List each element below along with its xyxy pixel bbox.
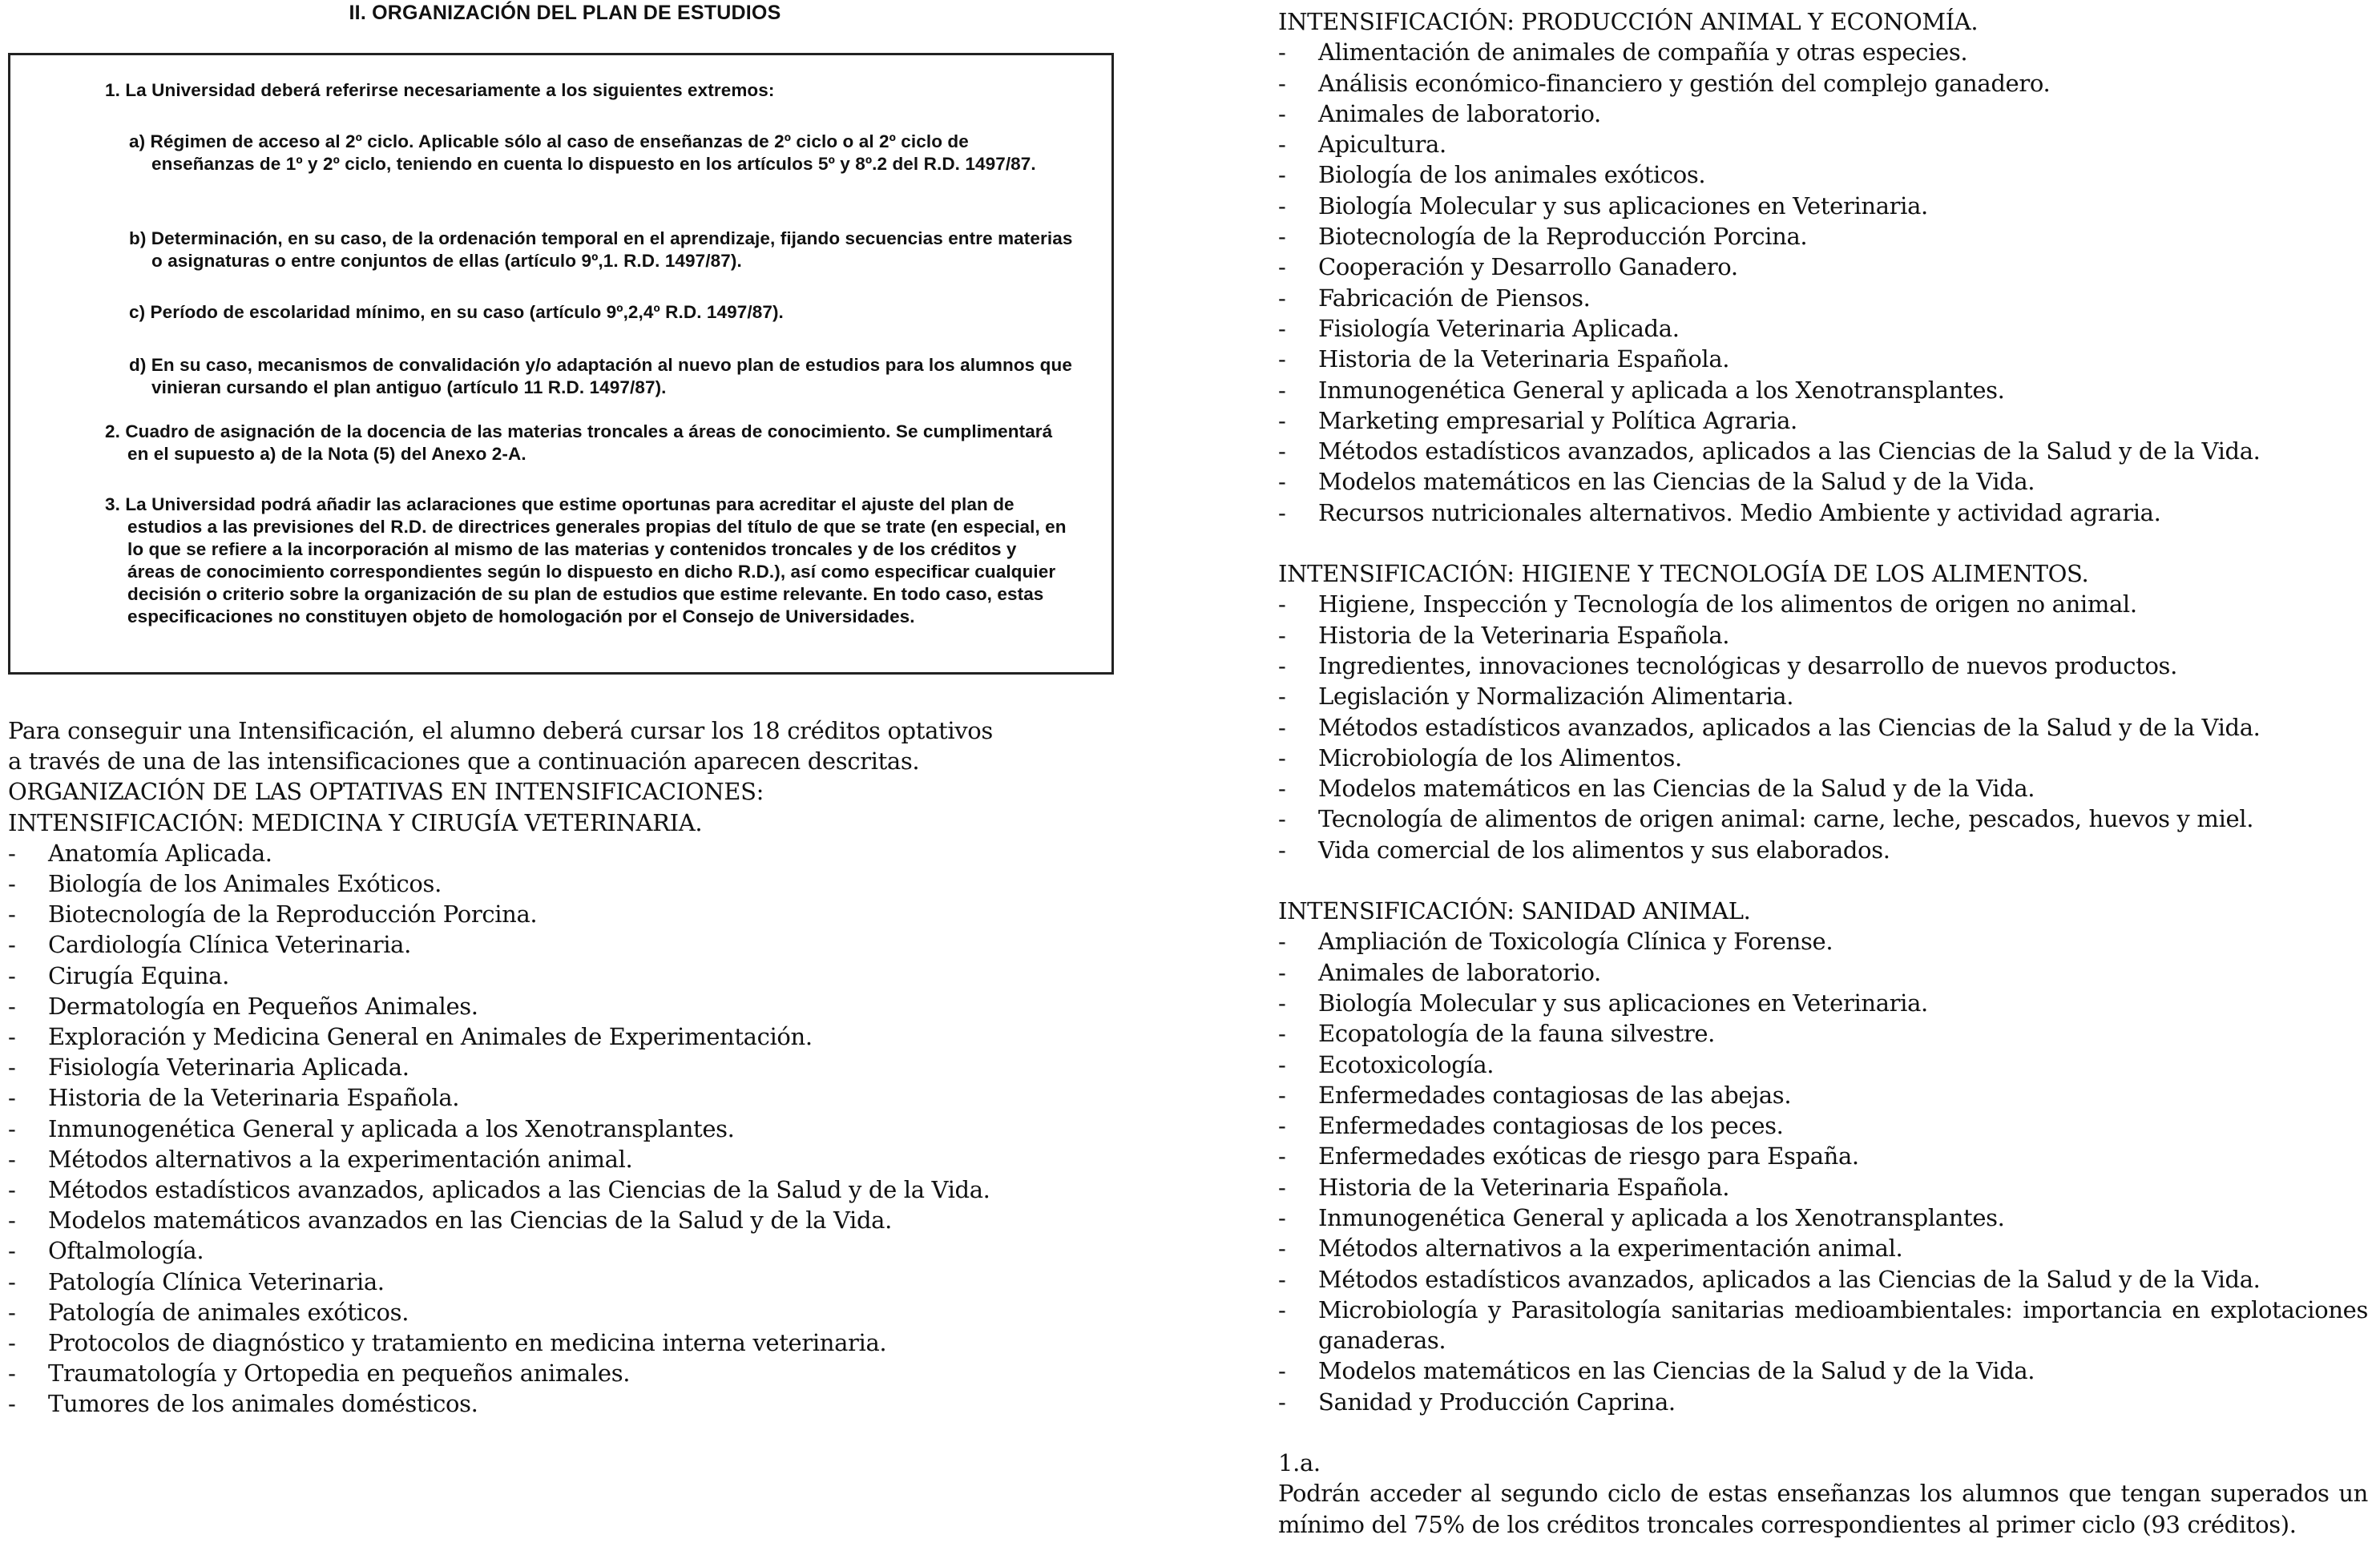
org-heading: ORGANIZACIÓN DE LAS OPTATIVAS EN INTENSIFICACIONES:	[8, 778, 764, 806]
bullet-dash: -	[8, 900, 16, 929]
list-item	[1278, 712, 2368, 743]
list-item-text: Análisis económico-financiero y gestión del complejo ganadero.	[1318, 69, 2051, 97]
list-item-text: Enfermedades contagiosas de los peces.	[1318, 1112, 1784, 1140]
bullet-dash: -	[1278, 1295, 1286, 1323]
list-item-text: Enfermedades exóticas de riesgo para España.	[1318, 1142, 1859, 1170]
bullet-dash: -	[8, 1298, 16, 1326]
list-item-text: Animales de laboratorio.	[1318, 99, 1601, 127]
list-item	[1278, 375, 2368, 405]
bullet-dash: -	[1278, 1081, 1286, 1109]
list-item	[1278, 1202, 2368, 1233]
list-item-text: Alimentación de animales de compañía y otras especies.	[1318, 38, 1968, 66]
bullet-dash: -	[1278, 99, 1286, 127]
spacer	[1278, 528, 2368, 558]
list-item-text: Protocolos de diagnóstico y tratamiento en medicina interna veterinaria.	[48, 1329, 887, 1357]
access-paragraph: Podrán acceder al segundo ciclo de estas enseñanzas los alumnos que tengan superados un mínimo del 75% de los créditos troncales correspondientes al primer ciclo (93 créditos).	[1278, 1480, 2368, 1538]
list-item	[1278, 313, 2368, 344]
bullet-dash: -	[1278, 406, 1286, 434]
list-item-text: Microbiología y Parasitología sanitarias medioambientales: importancia en explotaciones ganaderas.	[1318, 1295, 2368, 1355]
list-item-text: Ecopatología de la fauna silvestre.	[1318, 1020, 1716, 1048]
medicina-list	[8, 838, 1146, 1420]
list-item	[1278, 1356, 2368, 1386]
list-item-text: Higiene, Inspección y Tecnología de los alimentos de origen no animal.	[1318, 590, 2137, 618]
list-item-text: Anatomía Aplicada.	[48, 839, 272, 867]
produccion-list	[1278, 37, 2368, 528]
instruction-1a: a) Régimen de acceso al 2º ciclo. Aplicable sólo al caso de enseñanzas de 2º ciclo o al 2º ciclo de enseñanzas de 1º y 2º ciclo, teniendo en cuenta lo dispuesto en los artículos 5º y 8º.2 del R.D. 1497/87.	[129, 131, 1036, 174]
bullet-dash: -	[1278, 1235, 1286, 1263]
list-item	[8, 991, 1146, 1021]
list-item-text: Cirugía Equina.	[48, 961, 229, 989]
left-column	[8, 0, 1146, 1418]
list-item	[8, 1052, 1146, 1082]
list-item-text: Enfermedades contagiosas de las abejas.	[1318, 1081, 1792, 1109]
list-item-text: Marketing empresarial y Política Agraria.	[1318, 406, 1797, 434]
bullet-dash: -	[1278, 743, 1286, 771]
bullet-dash: -	[1278, 284, 1286, 312]
list-item	[1278, 37, 2368, 67]
intro-line-2: a través de una de las intensificaciones que a continuación aparecen descritas.	[8, 747, 920, 775]
list-item	[8, 868, 1146, 899]
list-item	[1278, 221, 2368, 252]
list-item	[1278, 1049, 2368, 1080]
list-item-text: Ingredientes, innovaciones tecnológicas y desarrollo de nuevos productos.	[1318, 651, 2177, 679]
list-item	[1278, 129, 2368, 159]
bullet-dash: -	[1278, 498, 1286, 526]
list-item	[1278, 743, 2368, 773]
list-item	[1278, 1110, 2368, 1141]
bullet-dash: -	[1278, 38, 1286, 66]
list-item-text: Animales de laboratorio.	[1318, 958, 1601, 986]
list-item	[1278, 620, 2368, 651]
list-item-text: Tecnología de alimentos de origen animal: carne, leche, pescados, huevos y miel.	[1318, 805, 2254, 833]
list-item-text: Métodos alternativos a la experimentación animal.	[48, 1145, 633, 1173]
section-title: II. ORGANIZACIÓN DEL PLAN DE ESTUDIOS	[349, 2, 781, 24]
list-item	[8, 1114, 1146, 1144]
list-item-text: Fisiología Veterinaria Aplicada.	[48, 1053, 409, 1082]
list-item	[8, 1297, 1146, 1327]
list-item	[1278, 498, 2368, 528]
list-item	[1278, 926, 2368, 957]
bullet-dash: -	[8, 1206, 16, 1235]
bullet-dash: -	[1278, 683, 1286, 711]
list-item	[1278, 1172, 2368, 1202]
list-item	[1278, 589, 2368, 619]
list-item	[8, 929, 1146, 960]
list-item-text: Fabricación de Piensos.	[1318, 284, 1591, 312]
bullet-dash: -	[1278, 1203, 1286, 1231]
bullet-dash: -	[8, 1084, 16, 1112]
bullet-dash: -	[1278, 1142, 1286, 1170]
bullet-dash: -	[8, 1053, 16, 1082]
list-item-text: Cooperación y Desarrollo Ganadero.	[1318, 253, 1738, 281]
bullet-dash: -	[8, 931, 16, 959]
bullet-dash: -	[8, 961, 16, 989]
instruction-2: 2. Cuadro de asignación de la docencia de las materias troncales a áreas de conocimiento. Se cumplimentará en el supuesto a) de la Nota (5) del Anexo 2-A.	[105, 421, 1053, 464]
list-item	[8, 1082, 1146, 1113]
list-item	[1278, 68, 2368, 99]
bullet-dash: -	[8, 1360, 16, 1388]
list-item	[1278, 344, 2368, 374]
spacer	[1278, 865, 2368, 896]
bullet-dash: -	[1278, 1020, 1286, 1048]
bullet-dash: -	[8, 992, 16, 1020]
list-item	[1278, 651, 2368, 681]
list-item-text: Tumores de los animales domésticos.	[48, 1390, 478, 1418]
bullet-dash: -	[1278, 1050, 1286, 1078]
list-item	[8, 1144, 1146, 1174]
list-item-text: Biología Molecular y sus aplicaciones en Veterinaria.	[1318, 191, 1928, 220]
list-item	[1278, 1141, 2368, 1171]
list-item-text: Historia de la Veterinaria Española.	[1318, 1173, 1730, 1201]
bullet-dash: -	[8, 1390, 16, 1418]
list-item	[1278, 191, 2368, 221]
bullet-dash: -	[1278, 253, 1286, 281]
list-item	[1278, 252, 2368, 282]
bullet-dash: -	[8, 1145, 16, 1173]
bullet-dash: -	[1278, 191, 1286, 220]
bullet-dash: -	[1278, 161, 1286, 189]
list-item-text: Cardiología Clínica Veterinaria.	[48, 931, 411, 959]
higiene-list	[1278, 589, 2368, 865]
list-item	[8, 1358, 1146, 1388]
list-item	[8, 899, 1146, 929]
list-item-text: Oftalmología.	[48, 1237, 204, 1265]
list-item-text: Historia de la Veterinaria Española.	[1318, 345, 1730, 373]
list-item	[1278, 1387, 2368, 1417]
list-item-text: Microbiología de los Alimentos.	[1318, 743, 1682, 771]
list-item	[8, 1205, 1146, 1235]
instruction-1d: d) En su caso, mecanismos de convalidación y/o adaptación al nuevo plan de estudios para los alumnos que vinieran cursando el plan antiguo (artículo 11 R.D. 1497/87).	[129, 355, 1072, 397]
list-item	[1278, 681, 2368, 711]
list-item-text: Ampliación de Toxicología Clínica y Forense.	[1318, 928, 1833, 956]
intro-line-1: Para conseguir una Intensificación, el alumno deberá cursar los 18 créditos optativos	[8, 717, 993, 744]
list-item-text: Dermatología en Pequeños Animales.	[48, 992, 478, 1020]
list-item	[1278, 988, 2368, 1018]
list-item	[1278, 466, 2368, 497]
bullet-dash: -	[1278, 345, 1286, 373]
bullet-dash: -	[1278, 805, 1286, 833]
list-item	[1278, 835, 2368, 865]
list-item	[8, 961, 1146, 991]
list-item-text: Modelos matemáticos avanzados en las Ciencias de la Salud y de la Vida.	[48, 1206, 892, 1235]
list-item-text: Vida comercial de los alimentos y sus elaborados.	[1318, 836, 1890, 864]
bullet-dash: -	[1278, 590, 1286, 618]
list-item	[8, 1327, 1146, 1358]
list-item-text: Métodos alternativos a la experimentación animal.	[1318, 1235, 1903, 1263]
bullet-dash: -	[1278, 1265, 1286, 1293]
list-item-text: Modelos matemáticos en las Ciencias de la Salud y de la Vida.	[1318, 775, 2035, 803]
list-item-text: Historia de la Veterinaria Española.	[1318, 621, 1730, 649]
bullet-dash: -	[1278, 1357, 1286, 1385]
list-item-text: Métodos estadísticos avanzados, aplicados a las Ciencias de la Salud y de la Vida.	[1318, 437, 2261, 465]
optativas-intro	[8, 715, 1146, 1420]
list-item	[1278, 1080, 2368, 1110]
list-item	[1278, 1264, 2368, 1295]
list-item-text: Biotecnología de la Reproducción Porcina.	[1318, 223, 1808, 251]
list-item-text: Sanidad y Producción Caprina.	[1318, 1388, 1676, 1416]
list-item-text: Biología Molecular y sus aplicaciones en Veterinaria.	[1318, 989, 1928, 1017]
right-column	[1278, 6, 2368, 1540]
list-item	[1278, 1233, 2368, 1263]
produccion-heading: INTENSIFICACIÓN: PRODUCCIÓN ANIMAL Y ECONOMÍA.	[1278, 8, 1979, 35]
list-item-text: Legislación y Normalización Alimentaria.	[1318, 683, 1794, 711]
bullet-dash: -	[1278, 376, 1286, 404]
list-item-text: Patología Clínica Veterinaria.	[48, 1267, 385, 1295]
list-item-text: Exploración y Medicina General en Animales de Experimentación.	[48, 1023, 813, 1051]
list-item-text: Apicultura.	[1318, 131, 1446, 159]
instruction-1b: b) Determinación, en su caso, de la ordenación temporal en el aprendizaje, fijando secuencias entre materias o asignaturas o entre conjuntos de ellas (artículo 9º,1. R.D. 1497/87).	[129, 228, 1073, 271]
list-item-text: Biología de los animales exóticos.	[1318, 161, 1706, 189]
instruction-1c: c) Período de escolaridad mínimo, en su caso (artículo 9º,2,4º R.D. 1497/87).	[129, 302, 784, 322]
bullet-dash: -	[8, 1237, 16, 1265]
bullet-dash: -	[1278, 651, 1286, 679]
list-item-text: Patología de animales exóticos.	[48, 1298, 409, 1326]
list-item	[1278, 1018, 2368, 1049]
bullet-dash: -	[1278, 775, 1286, 803]
bullet-dash: -	[8, 1114, 16, 1142]
sanidad-heading: INTENSIFICACIÓN: SANIDAD ANIMAL.	[1278, 897, 1751, 925]
list-item	[1278, 405, 2368, 436]
bullet-dash: -	[1278, 69, 1286, 97]
list-item-text: Inmunogenética General y aplicada a los Xenotransplantes.	[48, 1114, 735, 1142]
list-item-text: Biotecnología de la Reproducción Porcina.	[48, 900, 538, 929]
sanidad-list	[1278, 926, 2368, 1417]
list-item	[8, 1235, 1146, 1266]
list-item	[1278, 283, 2368, 313]
list-item-text: Modelos matemáticos en las Ciencias de la Salud y de la Vida.	[1318, 1357, 2035, 1385]
list-item-text: Biología de los Animales Exóticos.	[48, 870, 442, 898]
bullet-dash: -	[1278, 437, 1286, 465]
bullet-dash: -	[1278, 468, 1286, 496]
list-item-text: Inmunogenética General y aplicada a los Xenotransplantes.	[1318, 1203, 2005, 1231]
list-item-text: Métodos estadísticos avanzados, aplicados a las Ciencias de la Salud y de la Vida.	[1318, 1265, 2261, 1293]
instruction-3: 3. La Universidad podrá añadir las aclaraciones que estime oportunas para acreditar el ajuste del plan de estudios a las previsiones del R.D. de directrices generales propias del título de que se trate (en especial, en lo que se refiere a la incorporación al mismo de las materias y contenidos troncales y de los créditos y áreas de conocimiento correspondientes según lo dispuesto en dicho R.D.), así como especificar cualquier decisión o criterio sobre la organización de su plan de estudios que estime relevante. En todo caso, estas especificaciones no constituyen objeto de homologación por el Consejo de Universidades.	[105, 494, 1067, 626]
list-item-text: Métodos estadísticos avanzados, aplicados a las Ciencias de la Salud y de la Vida.	[48, 1176, 990, 1204]
bullet-dash: -	[1278, 314, 1286, 342]
bullet-dash: -	[1278, 1173, 1286, 1201]
bullet-dash: -	[8, 839, 16, 867]
access-label: 1.a.	[1278, 1449, 1321, 1477]
list-item	[8, 1021, 1146, 1052]
bullet-dash: -	[8, 1023, 16, 1051]
list-item-text: Inmunogenética General y aplicada a los Xenotransplantes.	[1318, 376, 2005, 404]
list-item	[8, 1267, 1146, 1297]
bullet-dash: -	[8, 870, 16, 898]
list-item	[1278, 1295, 2368, 1356]
list-item-text: Fisiología Veterinaria Aplicada.	[1318, 314, 1680, 342]
medicina-heading: INTENSIFICACIÓN: MEDICINA Y CIRUGÍA VETERINARIA.	[8, 808, 703, 836]
bullet-dash: -	[1278, 989, 1286, 1017]
list-item-text: Recursos nutricionales alternativos. Medio Ambiente y actividad agraria.	[1318, 498, 2161, 526]
list-item-text: Métodos estadísticos avanzados, aplicados a las Ciencias de la Salud y de la Vida.	[1318, 713, 2261, 741]
bullet-dash: -	[1278, 1388, 1286, 1416]
list-item	[8, 838, 1146, 868]
list-item-text: Modelos matemáticos en las Ciencias de la Salud y de la Vida.	[1318, 468, 2035, 496]
list-item-text: Traumatología y Ortopedia en pequeños animales.	[48, 1360, 631, 1388]
list-item	[8, 1174, 1146, 1205]
bullet-dash: -	[1278, 713, 1286, 741]
higiene-heading: INTENSIFICACIÓN: HIGIENE Y TECNOLOGÍA DE LOS ALIMENTOS.	[1278, 560, 2089, 588]
bullet-dash: -	[1278, 928, 1286, 956]
instruction-1: 1. La Universidad deberá referirse necesariamente a los siguientes extremos:	[105, 80, 775, 100]
list-item	[1278, 957, 2368, 988]
list-item	[1278, 99, 2368, 129]
list-item-text: Historia de la Veterinaria Española.	[48, 1084, 460, 1112]
list-item-text: Ecotoxicología.	[1318, 1050, 1495, 1078]
list-item	[1278, 773, 2368, 804]
bullet-dash: -	[1278, 131, 1286, 159]
list-item	[1278, 436, 2368, 466]
list-item	[1278, 804, 2368, 834]
bullet-dash: -	[1278, 223, 1286, 251]
bullet-dash: -	[8, 1329, 16, 1357]
instructions-box	[8, 53, 1114, 675]
list-item	[8, 1388, 1146, 1419]
spacer	[1278, 1417, 2368, 1448]
bullet-dash: -	[1278, 836, 1286, 864]
bullet-dash: -	[8, 1176, 16, 1204]
bullet-dash: -	[1278, 621, 1286, 649]
bullet-dash: -	[1278, 1112, 1286, 1140]
list-item	[1278, 159, 2368, 190]
bullet-dash: -	[1278, 958, 1286, 986]
bullet-dash: -	[8, 1267, 16, 1295]
